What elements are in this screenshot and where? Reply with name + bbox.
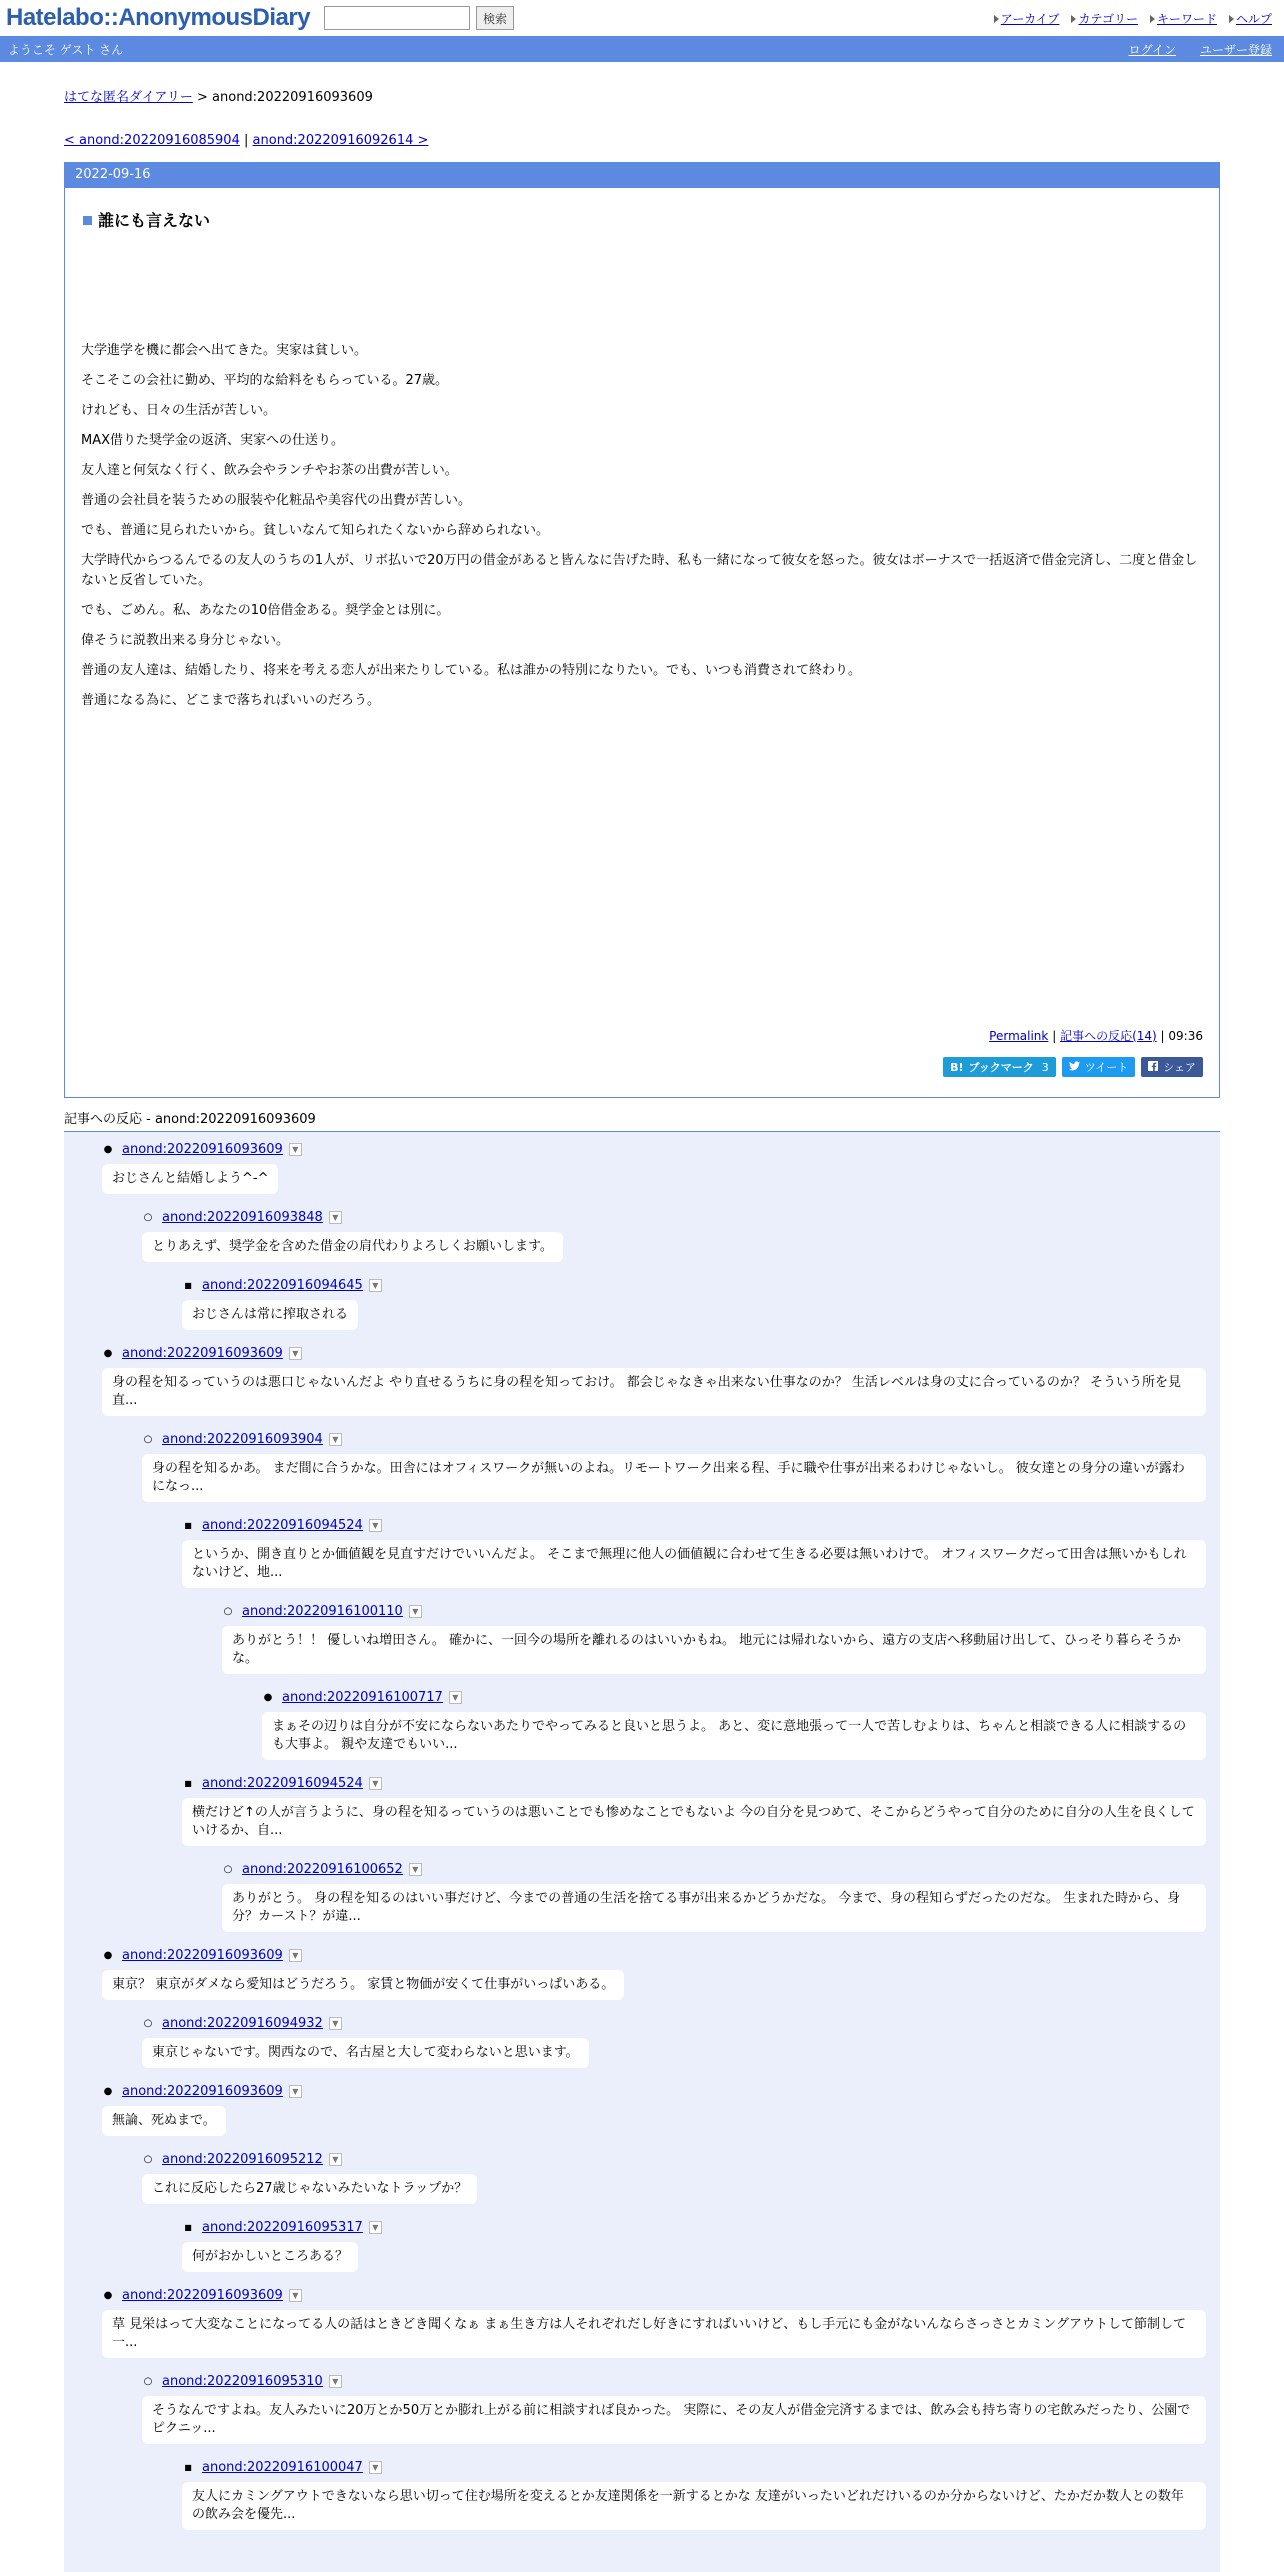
chevron-down-icon[interactable]: ▼ xyxy=(409,1863,422,1876)
bullet-icon: ○ xyxy=(143,2153,153,2165)
reaction-excerpt: 身の程を知るかあ。 まだ間に合うかな。田舎にはオフィスワークが無いのよね。リモートワーク出来る程、手に職や仕事が出来るわけじゃないし。 彼女達との身分の違いが露わになっ... xyxy=(142,1454,1206,1502)
reaction-excerpt: これに反応したら27歳じゃないみたいなトラップか？ xyxy=(142,2174,477,2204)
reaction-item xyxy=(142,1428,1220,1932)
reaction-id-link[interactable]: anond:20220916093609 xyxy=(122,1141,283,1157)
chevron-down-icon[interactable]: ▼ xyxy=(449,1691,462,1704)
breadcrumb-current: anond:20220916093609 xyxy=(212,90,373,105)
reaction-id-link[interactable]: anond:20220916095212 xyxy=(162,2151,323,2167)
chevron-down-icon[interactable]: ▼ xyxy=(289,1347,302,1360)
reactions-tree xyxy=(64,1132,1220,2572)
bullet-icon: ■ xyxy=(184,1778,192,1788)
entry-paragraph: MAX借りた奨学金の返済、実家への仕送り。 xyxy=(81,433,345,448)
reaction-item xyxy=(142,2148,1220,2284)
hatena-bookmark-icon: B! xyxy=(950,1060,964,1074)
twitter-bird-icon xyxy=(1069,1061,1080,1074)
chevron-down-icon[interactable]: ▼ xyxy=(289,2085,302,2098)
bullet-icon: ● xyxy=(103,2085,113,2097)
permalink-link[interactable]: Permalink xyxy=(989,1029,1049,1043)
footer-separator: | xyxy=(1160,1029,1165,1043)
breadcrumb-home-link[interactable]: はてな匿名ダイアリー xyxy=(64,90,193,105)
reaction-item xyxy=(222,1600,1220,1760)
entry-title: 誰にも言えない xyxy=(98,211,211,230)
reaction-excerpt: 東京じゃないです。関西なので、名古屋と大して変わらないと思います。 xyxy=(142,2038,589,2068)
entry-title-row xyxy=(83,208,1219,231)
reaction-item xyxy=(262,1686,1220,1760)
chevron-down-icon[interactable]: ▼ xyxy=(329,1433,342,1446)
reaction-list xyxy=(142,2370,1220,2530)
reaction-list xyxy=(222,1600,1220,1760)
bullet-icon: ● xyxy=(103,1949,113,1961)
entry-navigation xyxy=(64,133,1220,148)
entry-paragraph: 大学進学を機に都会へ出てきた。実家は貧しい。 xyxy=(81,343,368,358)
reaction-item xyxy=(142,1206,1220,1342)
reaction-list xyxy=(182,2456,1220,2530)
triangle-right-icon xyxy=(1071,15,1076,23)
reactions-header-id: anond:20220916093609 xyxy=(154,1112,316,1127)
reaction-id-link[interactable]: anond:20220916093609 xyxy=(122,1947,283,1963)
nav-archive-link[interactable]: アーカイブ xyxy=(1000,12,1060,26)
bookmark-count: 3 xyxy=(1041,1060,1049,1074)
bullet-icon: ■ xyxy=(184,1280,192,1290)
entry-nav-separator: | xyxy=(244,133,249,148)
bullet-icon: ○ xyxy=(223,1863,233,1875)
entry-paragraph: 友人達と何気なく行く、飲み会やランチやお茶の出費が苦しい。 xyxy=(81,463,458,478)
reaction-item xyxy=(182,1274,1220,1342)
reactions-header xyxy=(64,1108,1220,1132)
bullet-icon: ■ xyxy=(184,2462,192,2472)
triangle-right-icon xyxy=(1150,15,1155,23)
share-buttons xyxy=(943,1057,1203,1077)
bullet-icon: ○ xyxy=(143,2375,153,2387)
reaction-excerpt: そうなんですよね。友人みたいに20万とか50万とか膨れ上がる前に相談すれば良かった。 実際に、その友人が借金完済するまでは、飲み会も持ち寄りの宅飲みだったり、公園でピクニッ... xyxy=(142,2396,1206,2444)
bullet-icon: ○ xyxy=(223,1605,233,1617)
header-nav xyxy=(994,10,1272,27)
bullet-icon: ○ xyxy=(143,1211,153,1223)
reaction-excerpt: 無論、死ぬまで。 xyxy=(102,2106,226,2136)
reaction-excerpt: 東京？ 東京がダメなら愛知はどうだろう。 家賃と物価が安くて仕事がいっぱいある。 xyxy=(102,1970,624,2000)
chevron-down-icon[interactable]: ▼ xyxy=(369,1279,382,1292)
reaction-list xyxy=(142,2012,1220,2080)
bullet-icon: ○ xyxy=(143,1433,153,1445)
reaction-excerpt: 友人にカミングアウトできないなら思い切って住む場所を変えるとか友達関係を一新するとかな 友達がいったいどれだけいるのか分からないけど、たかだか数人との数年の飲み会を優先... xyxy=(182,2482,1206,2530)
entry-paragraph: 偉そうに説教出来る身分じゃない。 xyxy=(81,633,290,648)
welcome-bar xyxy=(0,36,1284,62)
bullet-icon: ● xyxy=(263,1691,273,1703)
reaction-id-link[interactable]: anond:20220916100717 xyxy=(282,1689,443,1705)
chevron-down-icon[interactable]: ▼ xyxy=(329,2153,342,2166)
reaction-excerpt: 草 見栄はって大変なことになってる人の話はときどき聞くなぁ まぁ生き方は人それぞれだし好きにすればいいけど、もし手元にも金がないんならさっさとカミングアウトして節制して一... xyxy=(102,2310,1206,2358)
triangle-right-icon xyxy=(1229,15,1234,23)
entry-body xyxy=(81,341,1203,711)
site-logo[interactable]: Hatelabo::AnonymousDiary xyxy=(6,4,311,31)
reaction-id-link[interactable]: anond:20220916093609 xyxy=(122,1345,283,1361)
reaction-id-link[interactable]: anond:20220916095310 xyxy=(162,2373,323,2389)
chevron-down-icon[interactable]: ▼ xyxy=(289,1143,302,1156)
breadcrumb-separator: > xyxy=(196,90,208,105)
reaction-list xyxy=(222,1858,1220,1932)
entry-paragraph: そこそこの会社に勤め、平均的な給料をもらっている。27歳。 xyxy=(81,373,449,388)
reaction-list xyxy=(142,1206,1220,1342)
welcome-text: ようこそ ゲスト さん xyxy=(8,42,124,57)
reaction-item xyxy=(182,1772,1220,1932)
tweet-button[interactable] xyxy=(1062,1057,1135,1077)
reaction-item xyxy=(102,1138,1220,1342)
prev-entry-link[interactable]: < anond:20220916085904 xyxy=(64,133,240,148)
reaction-list xyxy=(182,1274,1220,1342)
facebook-icon xyxy=(1148,1061,1158,1074)
entry-paragraph: でも、ごめん。私、あなたの10倍借金ある。奨学金とは別に。 xyxy=(81,603,450,618)
reaction-excerpt: まぁその辺りは自分が不安にならないあたりでやってみると良いと思うよ。 あと、変に意地張って一人で苦しむよりは、ちゃんと相談できる人に相談するのも大事よ。 親や友達でもいい... xyxy=(262,1712,1206,1760)
login-link[interactable]: ログイン xyxy=(1128,42,1176,57)
entry-paragraph: 普通の友人達は、結婚したり、将来を考える恋人が出来たりしている。私は誰かの特別になりたい。でも、いつも消費されて終わり。 xyxy=(81,663,862,678)
entry-footer xyxy=(989,1027,1203,1044)
reaction-item xyxy=(142,2370,1220,2530)
reaction-list xyxy=(182,2216,1220,2284)
chevron-down-icon[interactable]: ▼ xyxy=(409,1605,422,1618)
chevron-down-icon[interactable]: ▼ xyxy=(329,2017,342,2030)
reaction-id-link[interactable]: anond:20220916094524 xyxy=(202,1517,363,1533)
hatena-bookmark-button[interactable] xyxy=(943,1057,1056,1077)
search-button[interactable]: 検索 xyxy=(476,6,514,30)
reaction-excerpt: ありがとう！！ 優しいね増田さん。 確かに、一回今の場所を離れるのはいいかもね。 地元には帰れないから、遠方の支店へ移動届け出して、ひっそり暮らそうかな。 xyxy=(222,1626,1206,1674)
reaction-excerpt: 横だけど↑の人が言うように、身の程を知るっていうのは悪いことでも惨めなことでもないよ 今の自分を見つめて、そこからどうやって自分のために自分の人生を良くしていけるか、自... xyxy=(182,1798,1206,1846)
triangle-right-icon xyxy=(994,15,999,23)
chevron-down-icon[interactable]: ▼ xyxy=(329,1211,342,1224)
share-label: シェア xyxy=(1163,1061,1196,1074)
reaction-id-link[interactable]: anond:20220916093848 xyxy=(162,1209,323,1225)
reaction-list xyxy=(142,1428,1220,1932)
reaction-list xyxy=(102,1138,1220,2530)
tweet-label: ツイート xyxy=(1084,1061,1129,1074)
reaction-id-link[interactable]: anond:20220916100110 xyxy=(242,1603,403,1619)
site-header xyxy=(0,0,1284,36)
reaction-id-link[interactable]: anond:20220916094524 xyxy=(202,1775,363,1791)
reaction-id-link[interactable]: anond:20220916094932 xyxy=(162,2015,323,2031)
entry-time: 09:36 xyxy=(1168,1029,1203,1043)
entry-box xyxy=(64,162,1220,1098)
reaction-id-link[interactable]: anond:20220916093609 xyxy=(122,2083,283,2099)
chevron-down-icon[interactable]: ▼ xyxy=(289,2289,302,2302)
reactions-count-link[interactable]: 記事への反応(14) xyxy=(1060,1029,1157,1043)
bookmark-label: ブックマーク xyxy=(968,1061,1034,1074)
entry-paragraph: けれども、日々の生活が苦しい。 xyxy=(81,403,277,418)
chevron-down-icon[interactable]: ▼ xyxy=(369,2221,382,2234)
blue-square-icon[interactable] xyxy=(83,216,92,225)
reaction-item xyxy=(182,2216,1220,2284)
reaction-excerpt: ありがとう。 身の程を知るのはいい事だけど、今までの普通の生活を捨てる事が出来るかどうかだな。 今まで、身の程知らずだったのだな。 生まれた時から、身分？カースト？が違... xyxy=(222,1884,1206,1932)
reaction-excerpt: 身の程を知るっていうのは悪口じゃないんだよ やり直せるうちに身の程を知っておけ。 都会じゃなきゃ出来ない仕事なのか？ 生活レベルは身の丈に合っているのか？ そういう所を見直... xyxy=(102,1368,1206,1416)
reaction-list xyxy=(142,2148,1220,2284)
chevron-down-icon[interactable]: ▼ xyxy=(329,2375,342,2388)
reaction-item xyxy=(102,1944,1220,2080)
entry-paragraph: 普通の会社員を装うための服装や化粧品や美容代の出費が苦しい。 xyxy=(81,493,472,508)
entry-date: 2022-09-16 xyxy=(65,163,1219,188)
breadcrumb xyxy=(64,86,1220,105)
reaction-excerpt: おじさんと結婚しよう^-^ xyxy=(102,1164,278,1194)
reaction-excerpt: とりあえず、奨学金を含めた借金の肩代わりよろしくお願いします。 xyxy=(142,1232,563,1262)
nav-help-link[interactable]: ヘルプ xyxy=(1235,12,1272,26)
chevron-down-icon[interactable]: ▼ xyxy=(289,1949,302,1962)
reaction-list xyxy=(262,1686,1220,1760)
bullet-icon: ● xyxy=(103,1347,113,1359)
bullet-icon: ■ xyxy=(184,1520,192,1530)
reaction-excerpt: おじさんは常に搾取される xyxy=(182,1300,358,1330)
nav-category-link[interactable]: カテゴリー xyxy=(1078,12,1138,26)
bullet-icon: ● xyxy=(103,2289,113,2301)
reaction-item xyxy=(102,2080,1220,2284)
entry-paragraph: 大学時代からつるんでるの友人のうちの1人が、リボ払いで20万円の借金があると皆んなに告げた時、私も一緒になって彼女を怒った。彼女はボーナスで一括返済で借金完済し、二度と借金しないと反省していた。 xyxy=(81,553,1198,588)
reactions-header-label: 記事への反応 - xyxy=(64,1112,151,1127)
bullet-icon: ■ xyxy=(184,2222,192,2232)
reaction-id-link[interactable]: anond:20220916094645 xyxy=(202,1277,363,1293)
bullet-icon: ○ xyxy=(143,2017,153,2029)
reaction-item xyxy=(222,1858,1220,1932)
reaction-id-link[interactable]: anond:20220916100652 xyxy=(242,1861,403,1877)
nav-keyword-link[interactable]: キーワード xyxy=(1156,12,1217,26)
reaction-id-link[interactable]: anond:20220916093904 xyxy=(162,1431,323,1447)
chevron-down-icon[interactable]: ▼ xyxy=(369,2461,382,2474)
reaction-item xyxy=(142,2012,1220,2080)
facebook-share-button[interactable] xyxy=(1141,1057,1203,1077)
bullet-icon: ● xyxy=(103,1143,113,1155)
reaction-list xyxy=(182,1514,1220,1932)
next-entry-link[interactable]: anond:20220916092614 > xyxy=(252,133,429,148)
reaction-item xyxy=(102,1342,1220,1932)
reaction-item xyxy=(182,1514,1220,1760)
reaction-id-link[interactable]: anond:20220916093609 xyxy=(122,2287,283,2303)
entry-paragraph: 普通になる為に、どこまで落ちればいいのだろう。 xyxy=(81,693,381,708)
chevron-down-icon[interactable]: ▼ xyxy=(369,1777,382,1790)
chevron-down-icon[interactable]: ▼ xyxy=(369,1519,382,1532)
reaction-item xyxy=(182,2456,1220,2530)
footer-separator: | xyxy=(1052,1029,1057,1043)
entry-paragraph: でも、普通に見られたいから。貧しいなんて知られたくないから辞められない。 xyxy=(81,523,550,538)
reaction-id-link[interactable]: anond:20220916095317 xyxy=(202,2219,363,2235)
reaction-item xyxy=(102,2284,1220,2530)
reaction-excerpt: というか、開き直りとか価値観を見直すだけでいいんだよ。 そこまで無理に他人の価値観に合わせて生きる必要は無いわけで。 オフィスワークだって田舎は無いかもしれないけど、地... xyxy=(182,1540,1206,1588)
reaction-excerpt: 何がおかしいところある？ xyxy=(182,2242,358,2272)
reaction-id-link[interactable]: anond:20220916100047 xyxy=(202,2459,363,2475)
main-content xyxy=(64,86,1220,2572)
register-link[interactable]: ユーザー登録 xyxy=(1199,42,1272,57)
search-input[interactable] xyxy=(324,6,470,30)
